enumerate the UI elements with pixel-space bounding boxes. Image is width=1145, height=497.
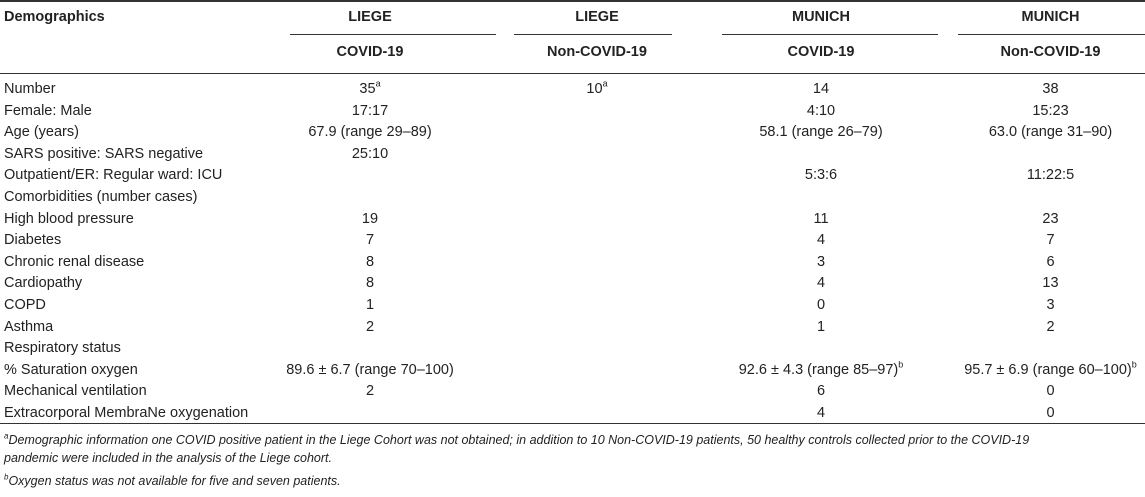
cell-c4 <box>956 317 1145 338</box>
row-label: Comorbidities (number cases) <box>4 189 198 205</box>
header-col3-group: COVID-19 <box>787 44 855 60</box>
cell-value: 4:10 <box>806 102 836 119</box>
cell-value: 2 <box>365 318 375 335</box>
row-label: Outpatient/ER: Regular ward: ICU <box>4 167 223 184</box>
cell-c4 <box>956 360 1145 381</box>
cell-c1 <box>230 122 510 143</box>
table-row <box>0 122 1145 143</box>
cell-value: 23 <box>1042 210 1059 227</box>
cell-value: 1 <box>816 318 826 335</box>
cell-c4 <box>956 79 1145 100</box>
cell-value: 67.9 (range 29–89) <box>308 124 432 141</box>
cell-c1 <box>230 209 510 230</box>
header-col1-group: COVID-19 <box>336 44 404 60</box>
row-label: Chronic renal disease <box>4 253 145 270</box>
footnote-b-mark: b <box>4 472 9 482</box>
header-col1-rule <box>290 34 496 35</box>
cell-c3 <box>690 403 952 424</box>
header-col4-group: Non-COVID-19 <box>1000 44 1101 60</box>
cell-value: 14 <box>812 81 830 97</box>
table-row <box>0 403 1145 424</box>
cell-value: 35 <box>359 81 376 97</box>
header-demographics: Demographics <box>4 9 105 25</box>
table-row <box>0 273 1145 294</box>
cell-value: 6 <box>816 383 826 400</box>
footnote-a-line1: Demographic information one COVID positive patient in the Liege Cohort was not obtained; in addition to 10 Non-COVID-19 patients, 50 healthy controls collected prior to the COVID-19 <box>8 433 1030 447</box>
cell-value: 1 <box>365 297 375 313</box>
cell-value: 0 <box>1046 383 1055 400</box>
table-row <box>0 187 1145 208</box>
table-bottom-rule <box>0 423 1145 424</box>
header-col2-site: LIEGE <box>575 9 619 25</box>
cell-c3 <box>690 273 952 294</box>
row-label: SARS positive: SARS negative <box>4 145 204 162</box>
cell-value: 0 <box>1046 405 1055 421</box>
row-label: Female: Male <box>4 102 92 119</box>
cell-c2 <box>514 79 680 100</box>
cell-value: 4 <box>816 275 826 292</box>
header-col4-site: MUNICH <box>1021 9 1080 25</box>
cell-c1 <box>230 295 510 316</box>
cell-c4 <box>956 165 1145 186</box>
cell-footnote-mark: b <box>898 359 904 370</box>
row-label: High blood pressure <box>4 210 134 227</box>
cell-c1 <box>230 381 510 402</box>
cell-value: 3 <box>816 253 826 270</box>
cell-value: 3 <box>1046 297 1055 313</box>
cell-value: 11 <box>813 210 829 227</box>
header-col3-site: MUNICH <box>792 9 850 25</box>
cell-c4 <box>956 209 1145 230</box>
row-label: % Saturation oxygen <box>4 361 138 378</box>
cell-c3 <box>690 209 952 230</box>
cell-value: 92.6 ± 4.3 (range 85–97) <box>738 361 899 378</box>
cell-value: 13 <box>1042 275 1059 292</box>
cell-value: 2 <box>365 383 375 400</box>
cell-value: 10 <box>586 81 603 97</box>
cell-value: 4 <box>816 232 826 249</box>
table-row <box>0 317 1145 338</box>
cell-value: 8 <box>365 253 375 270</box>
cell-c1 <box>230 144 510 165</box>
cell-value: 58.1 (range 26–79) <box>759 124 883 141</box>
cell-c1 <box>230 317 510 338</box>
cell-c4 <box>956 230 1145 251</box>
table-row <box>0 252 1145 273</box>
cell-c1 <box>230 360 510 381</box>
cell-value: 63.0 (range 31–90) <box>988 124 1113 141</box>
row-label: Number <box>4 81 56 97</box>
cell-c3 <box>690 252 952 273</box>
cell-c3 <box>690 122 952 143</box>
cell-value: 5:3:6 <box>804 167 838 184</box>
footnote-b <box>4 472 341 490</box>
cell-c1 <box>230 79 510 100</box>
cell-value: 0 <box>816 297 826 313</box>
cell-c1 <box>230 101 510 122</box>
cell-value: 6 <box>1046 253 1055 270</box>
cell-value: 7 <box>1046 232 1055 249</box>
cell-value: 4 <box>816 405 826 421</box>
header-bottom-rule <box>0 73 1145 74</box>
cell-footnote-mark: a <box>375 78 381 89</box>
cell-c3 <box>690 230 952 251</box>
cell-c3 <box>690 295 952 316</box>
cell-c3 <box>690 165 952 186</box>
cell-footnote-mark: b <box>1131 359 1137 370</box>
row-label: Extracorporal MembraNe oxygenation <box>4 405 249 421</box>
cell-c3 <box>690 360 952 381</box>
header-col4-rule <box>958 34 1145 35</box>
cell-value: 19 <box>361 210 379 227</box>
row-label: Diabetes <box>4 232 62 249</box>
header-col2-group: Non-COVID-19 <box>547 44 647 60</box>
table-row <box>0 165 1145 186</box>
cell-c4 <box>956 252 1145 273</box>
cell-value: 25:10 <box>351 145 389 162</box>
cell-c4 <box>956 381 1145 402</box>
cell-c4 <box>956 295 1145 316</box>
cell-value: 95.7 ± 6.9 (range 60–100) <box>964 361 1132 378</box>
cell-c3 <box>690 101 952 122</box>
table-row <box>0 79 1145 100</box>
table-row <box>0 381 1145 402</box>
cell-value: 38 <box>1042 81 1059 97</box>
table-row <box>0 144 1145 165</box>
cell-c3 <box>690 317 952 338</box>
table-row <box>0 338 1145 359</box>
cell-value: 11:22:5 <box>1026 167 1075 184</box>
cell-value: 15:23 <box>1032 102 1069 119</box>
cell-value: 7 <box>365 232 375 249</box>
footnote-b-line1: Oxygen status was not available for five and seven patients. <box>8 474 341 488</box>
cell-c4 <box>956 122 1145 143</box>
table-row <box>0 230 1145 251</box>
footnote-a-continued: pandemic were included in the analysis of the Liege cohort. <box>4 451 332 465</box>
cell-c3 <box>690 79 952 100</box>
cell-c3 <box>690 381 952 402</box>
row-label: Age (years) <box>4 124 79 141</box>
footnote-a <box>4 431 1029 449</box>
footnote-a-mark: a <box>4 431 9 441</box>
cell-footnote-mark: a <box>602 78 608 89</box>
row-label: Mechanical ventilation <box>4 383 147 400</box>
header-col2-rule <box>514 34 672 35</box>
cell-c1 <box>230 273 510 294</box>
header-col1-site: LIEGE <box>348 9 392 25</box>
cell-value: 8 <box>365 275 375 292</box>
cell-c4 <box>956 403 1145 424</box>
cell-value: 2 <box>1046 318 1055 335</box>
table-row <box>0 360 1145 381</box>
table-top-rule <box>0 0 1145 2</box>
cell-value: 17:17 <box>351 102 389 119</box>
table-row <box>0 295 1145 316</box>
row-label: Respiratory status <box>4 340 121 357</box>
row-label: Asthma <box>4 318 54 335</box>
cell-c4 <box>956 101 1145 122</box>
row-label: COPD <box>4 297 46 313</box>
table-row <box>0 209 1145 230</box>
table-row <box>0 101 1145 122</box>
cell-c1 <box>230 230 510 251</box>
row-label: Cardiopathy <box>4 275 83 292</box>
cell-c1 <box>230 252 510 273</box>
cell-value: 89.6 ± 6.7 (range 70–100) <box>286 361 454 378</box>
header-col3-rule <box>722 34 938 35</box>
cell-c4 <box>956 273 1145 294</box>
